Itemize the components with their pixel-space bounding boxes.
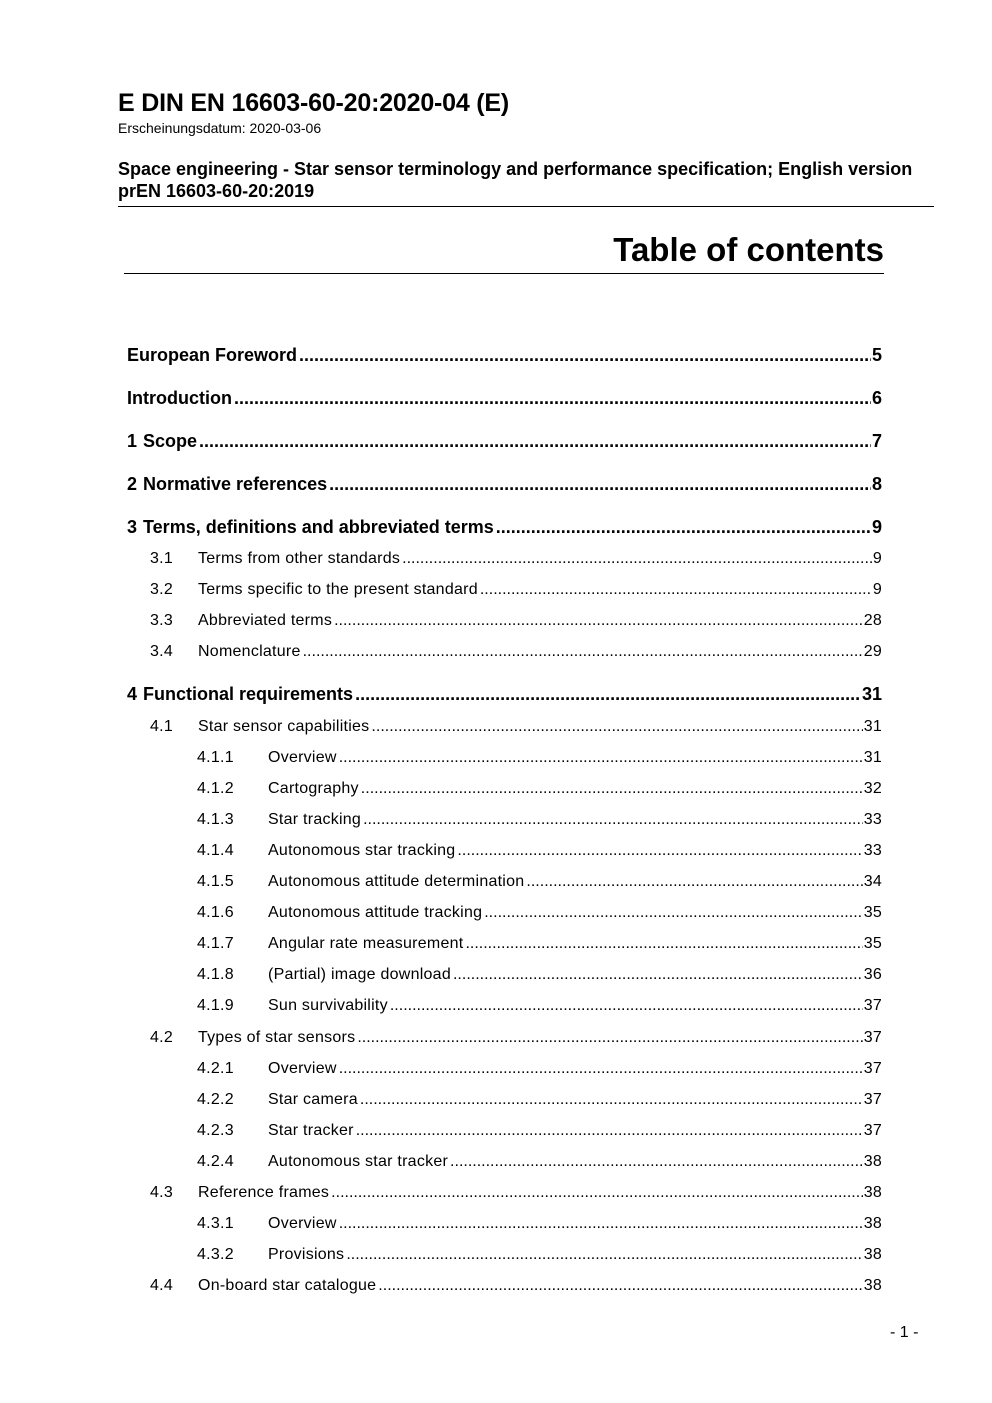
toc-entry-number: 4.1.6	[197, 904, 234, 921]
toc-dot-leader	[329, 1182, 863, 1204]
toc-entry-number: 4.1.3	[197, 811, 234, 828]
toc-entry-page: 31	[863, 718, 882, 735]
toc-entry-page: 31	[861, 684, 882, 704]
toc-entry-number: 1	[127, 431, 138, 451]
toc-dot-leader	[524, 871, 862, 893]
toc-entry[interactable]	[197, 1151, 882, 1173]
toc-dot-leader	[358, 1089, 863, 1111]
toc-dot-leader	[388, 995, 863, 1017]
toc-entry[interactable]	[197, 1089, 882, 1111]
toc-entry-title: Overview	[268, 1060, 337, 1077]
toc-entry-page: 37	[863, 1029, 882, 1046]
toc-dot-leader	[353, 682, 861, 706]
toc-entry[interactable]	[150, 1027, 882, 1049]
toc-entry-title: Star camera	[268, 1091, 358, 1108]
toc-dot-leader	[448, 1151, 863, 1173]
toc-dot-leader	[337, 747, 863, 769]
publication-date: Erscheinungsdatum: 2020-03-06	[118, 120, 322, 136]
toc-entry-page: 8	[871, 474, 882, 494]
toc-entry-page: 38	[863, 1277, 882, 1294]
toc-dot-leader	[337, 1213, 863, 1235]
toc-entry-title: Star tracking	[268, 811, 362, 828]
toc-entry[interactable]	[127, 472, 882, 496]
toc-entry[interactable]	[197, 778, 882, 800]
toc-entry-number: 4.1.2	[197, 780, 234, 797]
toc-entry-title: On-board star catalogue	[198, 1277, 377, 1294]
toc-dot-leader	[400, 548, 872, 570]
toc-entry-number: 4.1.8	[197, 966, 234, 983]
toc-entry-number: 4.1.9	[197, 997, 234, 1014]
toc-dot-leader	[355, 1027, 862, 1049]
toc-entry[interactable]	[150, 610, 882, 632]
toc-entry-title: Terms specific to the present standard	[198, 581, 478, 598]
toc-entry[interactable]	[197, 871, 882, 893]
toc-entry[interactable]	[197, 1120, 882, 1142]
toc-entry-number: 4.1.7	[197, 935, 234, 952]
toc-entry-number: 3.3	[150, 612, 173, 629]
toc-entry[interactable]	[150, 1182, 882, 1204]
toc-entry[interactable]	[150, 548, 882, 570]
toc-entry-number: 4	[127, 684, 138, 704]
toc-entry[interactable]	[150, 579, 882, 601]
toc-entry-page: 9	[872, 550, 882, 567]
toc-entry-title: Star sensor capabilities	[198, 718, 370, 735]
toc-entry[interactable]	[197, 1058, 882, 1080]
toc-entry-page: 38	[863, 1184, 882, 1201]
toc-dot-leader	[359, 778, 863, 800]
toc-entry-page: 34	[863, 873, 882, 890]
page-number: - 1 -	[890, 1324, 919, 1341]
toc-dot-leader	[301, 641, 863, 663]
toc-entry-title: Autonomous star tracking	[268, 842, 456, 859]
toc-entry-title: Abbreviated terms	[198, 612, 333, 629]
toc-entry[interactable]	[197, 840, 882, 862]
toc-entry-title: Autonomous attitude determination	[268, 873, 525, 890]
toc-entry[interactable]	[127, 386, 882, 410]
toc-entry-title: Nomenclature	[198, 643, 301, 660]
header-divider	[118, 206, 934, 207]
toc-dot-leader	[327, 472, 871, 496]
toc-entry-number: 3	[127, 517, 138, 537]
toc-entry-page: 28	[863, 612, 882, 629]
document-header	[118, 88, 934, 202]
toc-heading-divider	[124, 273, 884, 274]
toc-entry-title: European Foreword	[127, 345, 298, 365]
toc-entry[interactable]	[127, 515, 882, 539]
toc-entry-page: 33	[863, 842, 882, 859]
document-id: E DIN EN 16603-60-20:2020-04 (E)	[118, 89, 510, 117]
toc-dot-leader	[337, 1058, 863, 1080]
toc-dot-leader	[376, 1275, 862, 1297]
toc-entry-number: 4.1.1	[197, 749, 234, 766]
toc-entry-number: 4.1.4	[197, 842, 234, 859]
toc-dot-leader	[455, 840, 862, 862]
toc-entry-number: 4.3	[150, 1184, 173, 1201]
toc-entry-page: 9	[872, 581, 882, 598]
toc-dot-leader	[332, 610, 863, 632]
toc-dot-leader	[297, 343, 871, 367]
toc-entry[interactable]	[197, 1213, 882, 1235]
toc-entry-number: 3.4	[150, 643, 173, 660]
toc-entry-title: Functional requirements	[143, 684, 354, 704]
toc-entry-title: Cartography	[268, 780, 359, 797]
toc-entry-page: 33	[863, 811, 882, 828]
toc-entry-page: 5	[871, 345, 882, 365]
toc-dot-leader	[369, 716, 862, 738]
toc-entry[interactable]	[127, 343, 882, 367]
toc-dot-leader	[361, 809, 863, 831]
toc-dot-leader	[482, 902, 862, 924]
toc-entry-page: 6	[871, 388, 882, 408]
toc-entry[interactable]	[197, 902, 882, 924]
toc-entry-page: 29	[863, 643, 882, 660]
toc-entry-number: 4.2.2	[197, 1091, 234, 1108]
toc-dot-leader	[354, 1120, 863, 1142]
toc-heading: Table of contents	[613, 231, 884, 268]
toc-entry-title: Provisions	[268, 1246, 345, 1263]
toc-entry-number: 4.1	[150, 718, 173, 735]
toc-entry-number: 4.2.1	[197, 1060, 234, 1077]
toc-entry-number: 3.2	[150, 581, 173, 598]
toc-entry-title: Autonomous star tracker	[268, 1153, 449, 1170]
toc-entry-page: 38	[863, 1215, 882, 1232]
toc-dot-leader	[232, 386, 871, 410]
toc-dot-leader	[451, 964, 863, 986]
toc-entry[interactable]	[127, 429, 882, 453]
toc-entry-page: 38	[863, 1153, 882, 1170]
toc-dot-leader	[478, 579, 872, 601]
toc-entry-page: 37	[863, 1060, 882, 1077]
toc-entry[interactable]	[197, 747, 882, 769]
toc-entry-page: 7	[871, 431, 882, 451]
toc-entry-number: 3.1	[150, 550, 173, 567]
toc-entry-number: 4.3.2	[197, 1246, 234, 1263]
toc-entry-number: 4.4	[150, 1277, 173, 1294]
toc-entry-page: 38	[863, 1246, 882, 1263]
toc-entry-title: Types of star sensors	[198, 1029, 356, 1046]
toc-entry-title: Normative references	[143, 474, 328, 494]
toc-entry[interactable]	[150, 641, 882, 663]
toc-entry-title: Sun survivability	[268, 997, 388, 1014]
toc-entry-page: 37	[863, 997, 882, 1014]
toc-entry-title: Autonomous attitude tracking	[268, 904, 483, 921]
toc-entry-title: Angular rate measurement	[268, 935, 464, 952]
toc-dot-leader	[197, 429, 871, 453]
toc-dot-leader	[463, 933, 862, 955]
toc-entry-title: Star tracker	[268, 1122, 354, 1139]
toc-entry[interactable]	[197, 964, 882, 986]
toc-dot-leader	[344, 1244, 862, 1266]
toc-entry-title: Terms, definitions and abbreviated terms	[143, 517, 494, 537]
toc-entry-title: Terms from other standards	[198, 550, 401, 567]
toc-entry-page: 9	[871, 517, 882, 537]
toc-entry-title: Overview	[268, 749, 337, 766]
toc-entry-page: 31	[863, 749, 882, 766]
toc-entry-page: 35	[863, 904, 882, 921]
toc-entry-number: 4.2.4	[197, 1153, 234, 1170]
toc-entry-page: 37	[863, 1091, 882, 1108]
toc-entry-number: 2	[127, 474, 138, 494]
toc-entry[interactable]	[150, 716, 882, 738]
toc-entry-page: 35	[863, 935, 882, 952]
toc-entry-page: 32	[863, 780, 882, 797]
toc-entry-title: (Partial) image download	[268, 966, 451, 983]
toc-entry-title: Reference frames	[198, 1184, 330, 1201]
toc-entry[interactable]	[197, 995, 882, 1017]
toc-dot-leader	[494, 515, 871, 539]
toc-entry-number: 4.2	[150, 1029, 173, 1046]
toc-entry-number: 4.1.5	[197, 873, 234, 890]
toc-entry-page: 37	[863, 1122, 882, 1139]
document-title: Space engineering - Star sensor terminology and performance specification; English version prEN 16603-60-20:2019	[118, 159, 913, 201]
toc-entry-number: 4.3.1	[197, 1215, 234, 1232]
toc-entry-number: 4.2.3	[197, 1122, 234, 1139]
toc-entry[interactable]	[197, 1244, 882, 1266]
toc-entry[interactable]	[150, 1275, 882, 1297]
toc-entry[interactable]	[197, 933, 882, 955]
toc-entry-title: Scope	[143, 431, 198, 451]
toc-entry-page: 36	[863, 966, 882, 983]
toc-entry-title: Introduction	[127, 388, 232, 408]
toc-entry[interactable]	[127, 682, 882, 706]
toc-entry[interactable]	[197, 809, 882, 831]
toc-entry-title: Overview	[268, 1215, 337, 1232]
